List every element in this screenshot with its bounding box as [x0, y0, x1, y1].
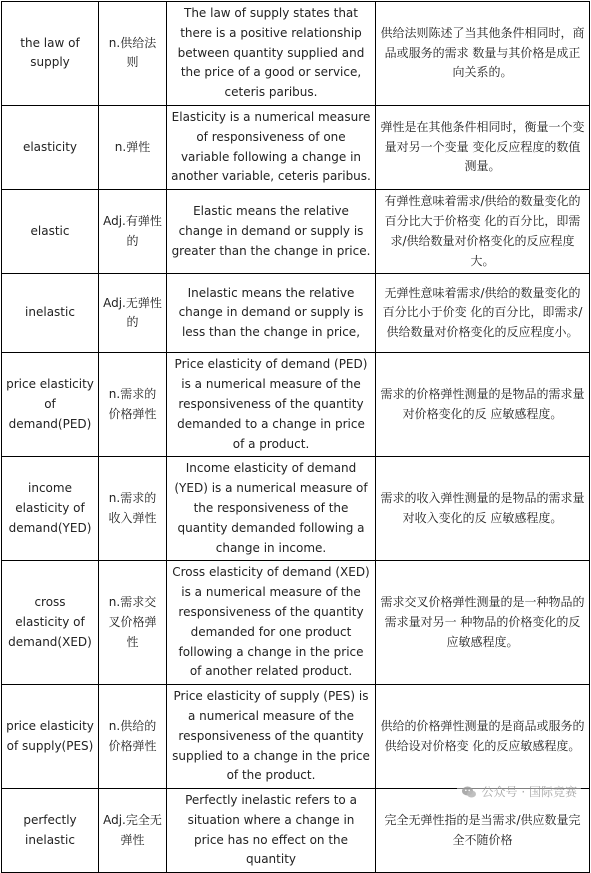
glossary-table: [1, 1, 590, 873]
chinese-definition-cell: 供给的价格弹性测量的是商品或服务的供给设对价格变 化的反应敏感程度。: [376, 685, 590, 789]
term-cell: cross elasticity of demand(XED): [2, 561, 99, 685]
term-cell: price elasticity of supply(PES): [2, 685, 99, 789]
english-definition-cell: Price elasticity of demand (PED) is a numerical measure of the responsiveness of the quantity demanded to a change in price of a product.: [167, 353, 376, 457]
english-definition-cell: Income elasticity of demand (YED) is a numerical measure of the responsiveness of the quantity demanded following a change in income.: [167, 457, 376, 561]
table-row: [2, 190, 590, 274]
term-cell: elastic: [2, 190, 99, 274]
part-of-speech-cell: n.需求交叉价格弹性: [99, 561, 167, 685]
part-of-speech-cell: Adj.完全无弹性: [99, 789, 167, 873]
term-cell: elasticity: [2, 105, 99, 189]
part-of-speech-cell: n.需求的收入弹性: [99, 457, 167, 561]
chinese-definition-cell: 需求交叉价格弹性测量的是一种物品的需求量对另一 种物品的价格变化的反应敏感程度。: [376, 561, 590, 685]
term-cell: income elasticity of demand(YED): [2, 457, 99, 561]
table-row: [2, 457, 590, 561]
english-definition-cell: Cross elasticity of demand (XED) is a numerical measure of the responsiveness of the quantity demanded for one product following a change in the price of another related product.: [167, 561, 376, 685]
part-of-speech-cell: n.需求的价格弹性: [99, 353, 167, 457]
chinese-definition-cell: 需求的价格弹性测量的是物品的需求量对价格变化的反 应敏感程度。: [376, 353, 590, 457]
table-row: [2, 2, 590, 106]
table-row: [2, 105, 590, 189]
english-definition-cell: Elastic means the relative change in demand or supply is greater than the change in price.: [167, 190, 376, 274]
chinese-definition-cell: 供给法则陈述了当其他条件相同时，商品或服务的需求 数量与其价格是成正向关系的。: [376, 2, 590, 106]
english-definition-cell: Price elasticity of supply (PES) is a numerical measure of the responsiveness of the quantity supplied to a change in the price of the product.: [167, 685, 376, 789]
chinese-definition-cell: 无弹性意味着需求/供给的数量变化的百分比小于价变 化的百分比，即需求/供给数量对价格变化的反应程度小。: [376, 274, 590, 353]
english-definition-cell: Inelastic means the relative change in demand or supply is less than the change in price,: [167, 274, 376, 353]
part-of-speech-cell: n.供给的价格弹性: [99, 685, 167, 789]
table-row: [2, 789, 590, 873]
english-definition-cell: The law of supply states that there is a positive relationship between quantity supplied and the price of a good or service, ceteris paribus.: [167, 2, 376, 106]
chinese-definition-cell: 完全无弹性指的是当需求/供应数量完全不随价格: [376, 789, 590, 873]
part-of-speech-cell: n.供给法则: [99, 2, 167, 106]
table-row: [2, 561, 590, 685]
term-cell: inelastic: [2, 274, 99, 353]
part-of-speech-cell: n.弹性: [99, 105, 167, 189]
table-row: [2, 685, 590, 789]
watermark-text: 公众号 · 国际竞赛: [481, 785, 577, 799]
english-definition-cell: Elasticity is a numerical measure of responsiveness of one variable following a change in another variable, ceteris paribus.: [167, 105, 376, 189]
chinese-definition-cell: 需求的收入弹性测量的是物品的需求量对收入变化的反 应敏感程度。: [376, 457, 590, 561]
chinese-definition-cell: 弹性是在其他条件相同时，衡量一个变量对另一个变量 变化反应程度的数值测量。: [376, 105, 590, 189]
english-definition-cell: Perfectly inelastic refers to a situation where a change in price has no effect on the quantity: [167, 789, 376, 873]
term-cell: price elasticity of demand(PED): [2, 353, 99, 457]
part-of-speech-cell: Adj.无弹性的: [99, 274, 167, 353]
part-of-speech-cell: Adj.有弹性的: [99, 190, 167, 274]
chinese-definition-cell: 有弹性意味着需求/供给的数量变化的百分比大于价格变 化的百分比，即需求/供给数量对价格变化的反应程度大。: [376, 190, 590, 274]
wechat-icon: [461, 784, 477, 800]
table-row: [2, 353, 590, 457]
term-cell: the law of supply: [2, 2, 99, 106]
watermark: [457, 782, 581, 801]
term-cell: perfectly inelastic: [2, 789, 99, 873]
table-row: [2, 274, 590, 353]
